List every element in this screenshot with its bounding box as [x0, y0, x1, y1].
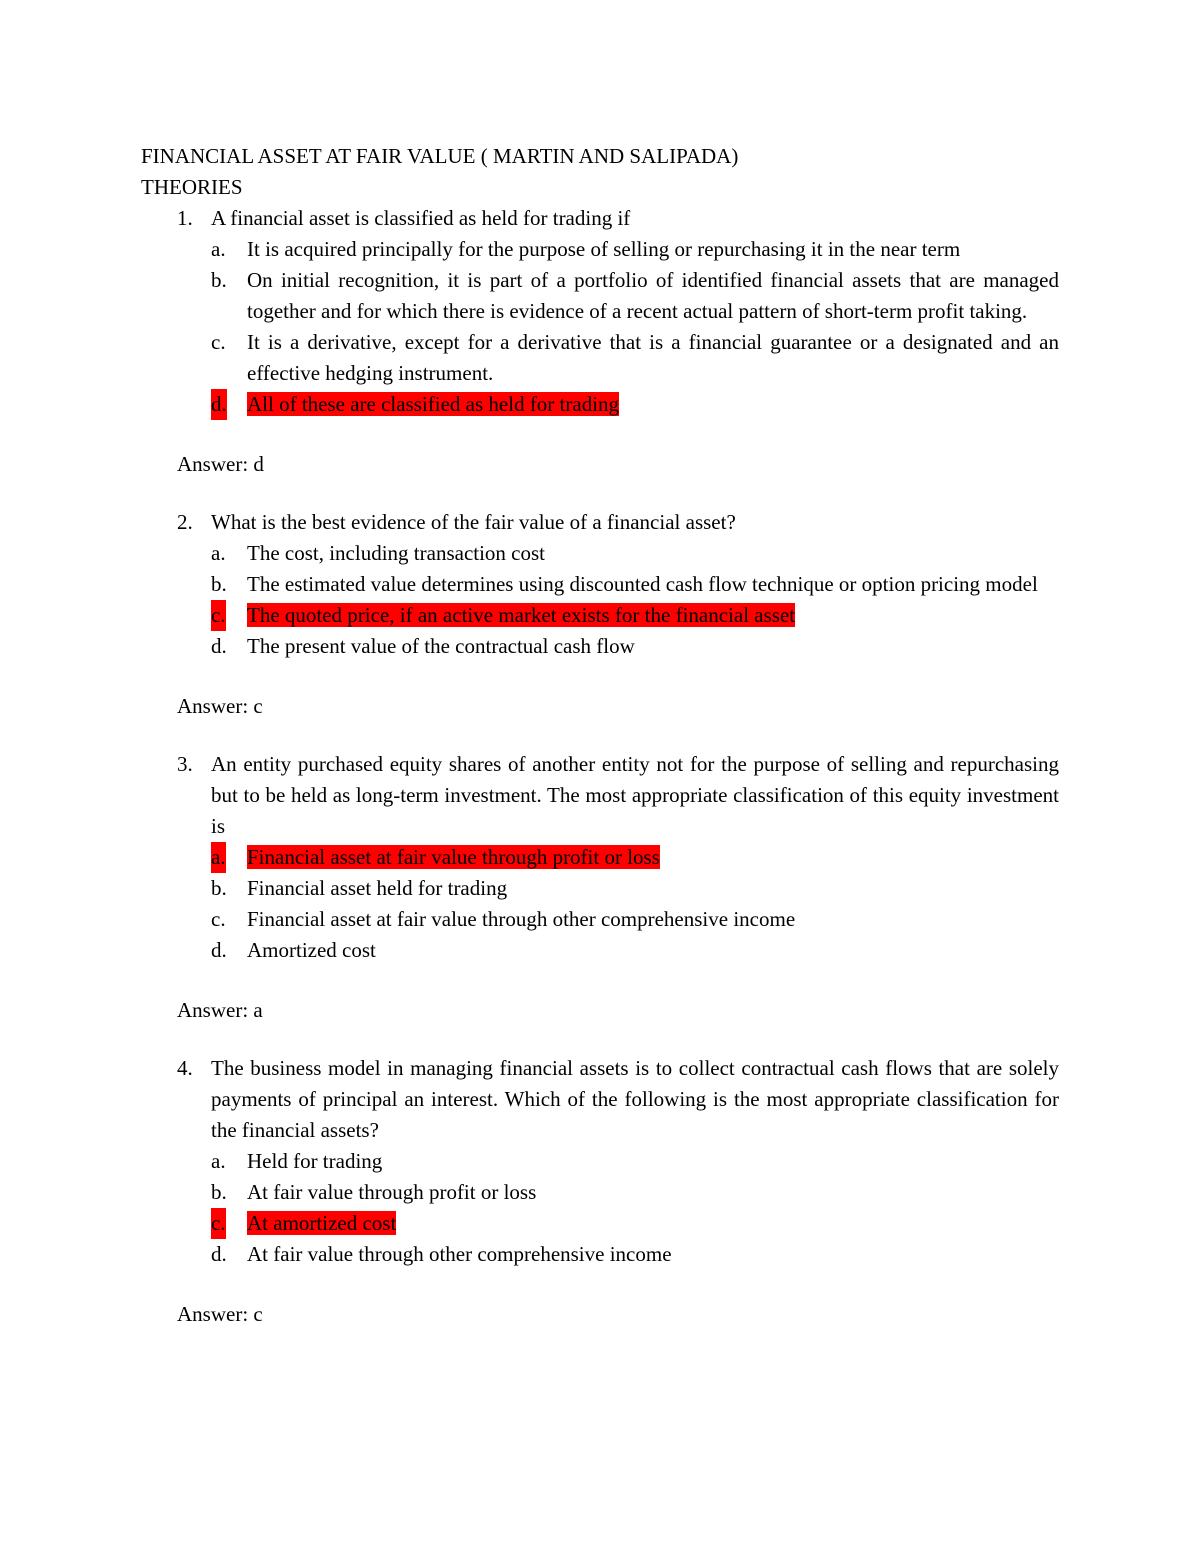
option-letter: c. — [211, 907, 226, 931]
option-letter: d. — [211, 938, 227, 962]
answer-2: Answer: c — [177, 694, 263, 718]
option-letter: d. — [211, 634, 227, 658]
option-b — [211, 265, 1059, 327]
option-c-highlighted-answer — [211, 600, 1059, 631]
option-letter: a. — [211, 1149, 226, 1173]
option-text: It is acquired principally for the purpose of selling or repurchasing it in the near term — [247, 237, 961, 261]
answer-1: Answer: d — [177, 452, 264, 476]
option-d — [211, 631, 1059, 662]
option-letter: c. — [211, 600, 226, 631]
option-text: On initial recognition, it is part of a portfolio of identified financial assets that are managed together and for which there is evidence of a recent actual pattern of short-term profit taking. — [247, 268, 1059, 323]
option-text: Amortized cost — [247, 938, 376, 962]
question-number: 1. — [177, 206, 193, 230]
option-letter: d. — [211, 1242, 227, 1266]
option-letter: b. — [211, 1180, 227, 1204]
question-text: A financial asset is classified as held for trading if — [211, 206, 631, 230]
question-4 — [141, 1053, 1059, 1270]
option-letter: b. — [211, 876, 227, 900]
answer-4: Answer: c — [177, 1302, 263, 1326]
question-number: 2. — [177, 510, 193, 534]
question-3 — [141, 749, 1059, 966]
option-text: At fair value through profit or loss — [247, 1180, 537, 1204]
question-text: The business model in managing financial assets is to collect contractual cash flows that are solely payments of principal an interest. Which of the following is the most appropriate classification for the financial assets? — [211, 1056, 1059, 1142]
option-a-highlighted-answer — [211, 842, 1059, 873]
option-d-highlighted-answer — [211, 389, 1059, 420]
option-text: Held for trading — [247, 1149, 383, 1173]
option-text: At fair value through other comprehensive income — [247, 1242, 672, 1266]
option-c — [211, 327, 1059, 389]
option-text: Financial asset at fair value through profit or loss — [247, 845, 660, 869]
question-text: An entity purchased equity shares of another entity not for the purpose of selling and repurchasing but to be held as long-term investment. The most appropriate classification of this equity investment is — [211, 752, 1059, 838]
section-heading: THEORIES — [141, 175, 243, 199]
option-text: At amortized cost — [247, 1211, 397, 1235]
option-b — [211, 569, 1059, 600]
option-letter: a. — [211, 237, 226, 261]
question-1 — [141, 203, 1059, 420]
option-text: The cost, including transaction cost — [247, 541, 546, 565]
option-letter: b. — [211, 572, 227, 596]
option-a — [211, 234, 1059, 265]
document-title: FINANCIAL ASSET AT FAIR VALUE ( MARTIN AND SALIPADA) — [141, 144, 739, 168]
option-text: It is a derivative, except for a derivative that is a financial guarantee or a designated and an effective hedging instrument. — [247, 330, 1059, 385]
option-letter: b. — [211, 268, 227, 292]
option-letter: d. — [211, 389, 227, 420]
option-d — [211, 935, 1059, 966]
document-page — [141, 141, 1059, 1357]
option-b — [211, 873, 1059, 904]
option-text: Financial asset held for trading — [247, 876, 508, 900]
option-text: The estimated value determines using discounted cash flow technique or option pricing model — [247, 572, 1038, 596]
option-b — [211, 1177, 1059, 1208]
option-a — [211, 1146, 1059, 1177]
option-letter: a. — [211, 842, 226, 873]
question-text: What is the best evidence of the fair value of a financial asset? — [211, 510, 736, 534]
question-number: 4. — [177, 1056, 193, 1080]
option-letter: c. — [211, 1208, 226, 1239]
option-c-highlighted-answer — [211, 1208, 1059, 1239]
option-text: Financial asset at fair value through other comprehensive income — [247, 907, 796, 931]
option-letter: a. — [211, 541, 226, 565]
option-text: All of these are classified as held for trading — [247, 392, 620, 416]
option-text: The present value of the contractual cash flow — [247, 634, 635, 658]
option-a — [211, 538, 1059, 569]
option-letter: c. — [211, 330, 226, 354]
option-d — [211, 1239, 1059, 1270]
option-text: The quoted price, if an active market exists for the financial asset — [247, 603, 796, 627]
answer-3: Answer: a — [177, 998, 263, 1022]
question-number: 3. — [177, 752, 193, 776]
option-c — [211, 904, 1059, 935]
question-2 — [141, 507, 1059, 662]
